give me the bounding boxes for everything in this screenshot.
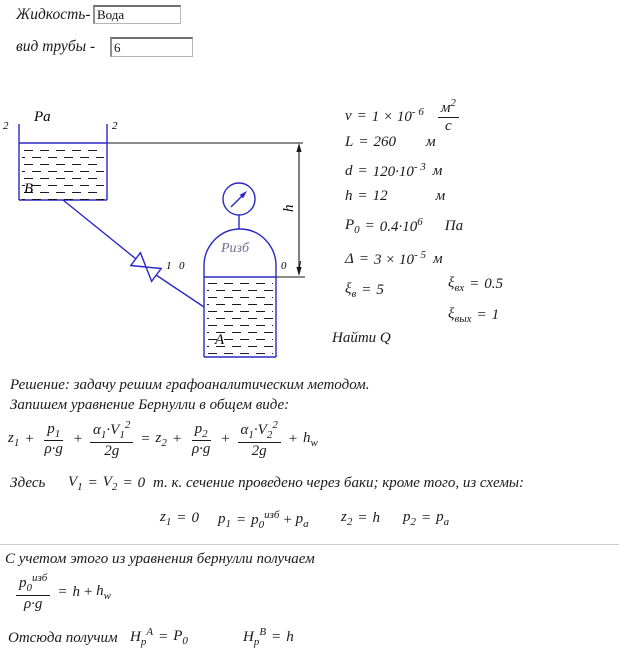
velocity-condition: $V_1$ = $V_2$ = 0	[68, 474, 146, 493]
here-label: Здесь	[10, 475, 46, 491]
tank-a-label: A	[215, 332, 225, 348]
gauge-pressure-label: Ризб	[221, 241, 250, 256]
pressure-head-equation: $\frac{p_0^{изб}}{\rho\cdot g}$ = h + $h_w$	[14, 572, 111, 613]
region-divider	[0, 544, 619, 545]
section-0-right-label: 0	[281, 260, 287, 272]
condition-p2: $p_2$ = $p_a$	[403, 509, 450, 528]
liquid-label: Жидкость-	[16, 6, 91, 23]
solution-line-2: Запишем уравнение Бернулли в общем виде:	[10, 397, 290, 413]
tank-b-label: B	[24, 181, 34, 197]
condition-z2: $z_2$ = h	[341, 509, 380, 528]
condition-p1: $p_1$ = $p_0^{изб}$ + $p_a$	[218, 509, 309, 531]
param-d: d = $120\cdot 10^{- 3}$ м	[345, 161, 443, 180]
bernoulli-equation: $z_1$ + $\frac{p_1}{\rho\cdot g}$ + $\frac{\alpha_1\cdot V_1^2}{2g}$ = $z_2$ + $\frac{p_2}{\rho\cdot g}$ + $\frac{\alpha_1\cdot V_2^2}{2g}$ + $h_w$	[8, 419, 318, 459]
solution-line-1: Решение: задачу решим графоаналитическим методом.	[10, 377, 370, 393]
tank-b-water	[22, 146, 104, 200]
find-q-label: Найти Q	[332, 330, 391, 346]
param-delta: Δ = $3 \times 10^{- 5}$ м	[345, 249, 443, 268]
param-L: L = 260 м	[345, 134, 436, 150]
param-h: h = 12 м	[345, 188, 446, 204]
section-0-valve-label: 0	[179, 260, 185, 272]
condition-note: т. к. сечение проведено через баки; кроме того, из схемы:	[153, 475, 525, 491]
solution-line-3: С учетом этого из уравнения бернулли получаем	[5, 551, 315, 567]
result-head-a: $H_p^A$ = $P_0$	[130, 626, 188, 648]
section-2-left-label: 2	[3, 120, 9, 132]
condition-z1: $z_1$ = 0	[160, 509, 199, 528]
solution-line-4: Отсюда получим	[8, 630, 118, 646]
section-2-right-label: 2	[112, 120, 118, 132]
atm-pressure-label: Pa	[34, 109, 51, 125]
pressure-gauge-icon	[223, 183, 255, 229]
param-xi-v: $\xi_в$ = 5	[345, 281, 384, 300]
schematic-diagram	[0, 0, 340, 370]
pipe-line	[63, 200, 204, 307]
param-xi-vx: $\xi_{вх}$ = 0.5	[448, 275, 503, 294]
section-1-valve-label: 1	[166, 260, 172, 272]
param-nu: ν = $1 \times 10^{- 6}$ $\frac{м^2}{c}$	[345, 97, 461, 136]
pipe-type-label: вид трубы -	[16, 38, 96, 55]
section-1-right-label: 1	[297, 259, 303, 271]
valve-icon	[131, 253, 161, 282]
height-h-label: h	[281, 204, 297, 212]
result-head-b: $H_p^B$ = h	[243, 626, 294, 648]
param-P0: $P_0$ = $0.4\cdot 10^6$ Па	[345, 216, 464, 236]
param-xi-vyx: $\xi_{вых}$ = 1	[448, 306, 500, 325]
